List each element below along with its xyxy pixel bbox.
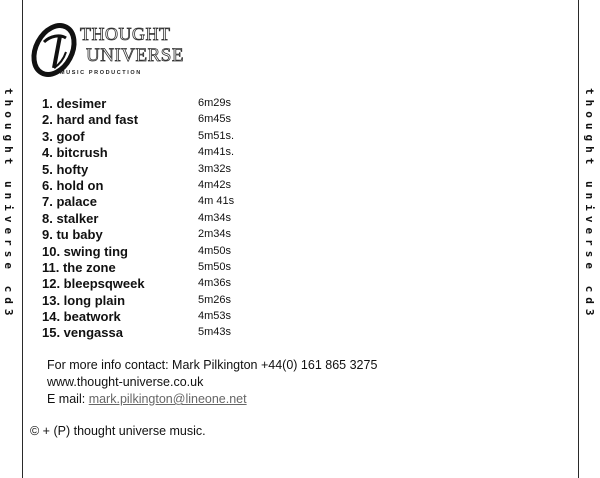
track-title: 12. bleepsqweek <box>42 276 145 292</box>
left-spine-border <box>22 0 23 478</box>
track-title: 7. palace <box>42 194 97 210</box>
track-duration: 4m36s <box>198 277 232 290</box>
track-title: 1. desimer <box>42 96 107 111</box>
left-spine-text: thought universe cd3 <box>2 88 15 321</box>
email-line <box>47 391 377 408</box>
thought-universe-logo <box>30 18 184 88</box>
track-duration: 4m53s <box>198 310 232 323</box>
track-duration: 4m 41s <box>198 195 235 208</box>
track-title: 8. stalker <box>42 210 99 226</box>
track-duration: 5m50s <box>198 260 232 273</box>
track-duration: 6m29s <box>198 97 232 109</box>
track-title: 2. hard and fast <box>42 112 139 128</box>
track-duration: 4m34s <box>198 211 232 224</box>
copyright-notice: © + (P) thought universe music. <box>30 424 206 438</box>
track-title: 5. hofty <box>42 161 89 177</box>
track-title: 3. goof <box>42 128 85 144</box>
track-title: 6. hold on <box>42 177 104 193</box>
track-title: 11. the zone <box>42 259 116 275</box>
track-title: 15. vengassa <box>42 325 123 341</box>
right-spine-border <box>578 0 579 478</box>
contact-info: For more info contact: Mark Pilkington +44(0) 161 865 3275 <box>47 358 378 372</box>
track-title: 13. long plain <box>42 292 126 308</box>
track-duration: 5m51s. <box>198 129 235 142</box>
track-duration: 4m41s. <box>198 146 235 159</box>
track-title: 9. tu baby <box>42 227 103 243</box>
track-title: 14. beatwork <box>42 309 121 325</box>
track-duration: 6m45s <box>198 113 232 126</box>
track-duration: 2m34s <box>198 228 232 241</box>
track-duration: 5m43s <box>198 326 232 339</box>
logo-word-universe: UNIVERSE <box>86 45 184 66</box>
track-duration: 3m32s <box>198 162 232 175</box>
logo-tagline: MUSIC PRODUCTION <box>60 70 142 76</box>
track-duration: 5m26s <box>198 293 232 306</box>
right-spine-text: thought universe cd3 <box>583 88 596 321</box>
logo-word-thought: THOUGHT <box>80 24 171 44</box>
track-duration: 4m42s <box>198 178 232 191</box>
track-duration: 4m50s <box>198 244 232 257</box>
email-label: E mail: <box>47 392 86 406</box>
website-link[interactable]: www.thought-universe.co.uk <box>47 375 204 389</box>
track-title: 4. bitcrush <box>42 145 108 161</box>
contact-block <box>47 357 377 408</box>
track-title: 10. swing ting <box>42 243 128 259</box>
email-link[interactable]: mark.pilkington@lineone.net <box>88 392 247 406</box>
